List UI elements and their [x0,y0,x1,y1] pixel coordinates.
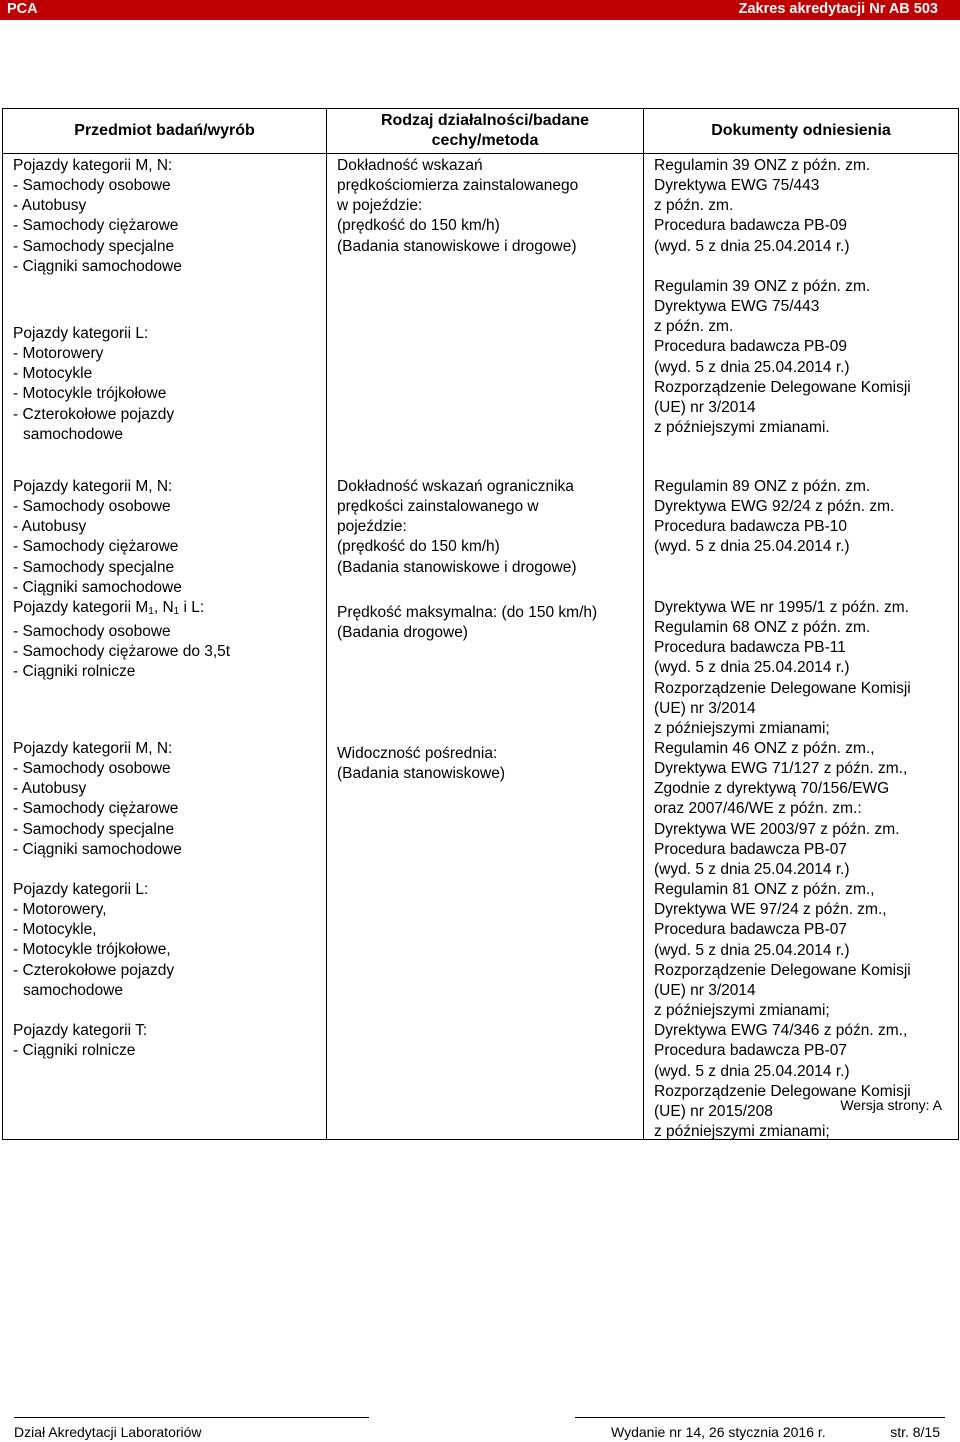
footer-rule-right [575,1417,945,1418]
document-line: Zgodnie z dyrektywą 70/156/EWG [654,780,890,798]
document-line: (wyd. 5 z dnia 25.04.2014 r.) [654,538,850,556]
subject-item: - Autobusy [13,518,87,536]
document-line: Procedura badawcza PB-09 [654,338,848,356]
activity-line: Dokładność wskazań ogranicznika [337,478,574,495]
subject-heading: Pojazdy kategorii M, N: [13,157,173,174]
subject-item: - Autobusy [13,197,87,215]
subject-heading-part: , N [153,599,174,616]
subject-heading: Pojazdy kategorii M, N: [13,478,173,495]
document-line: (wyd. 5 z dnia 25.04.2014 r.) [654,659,850,677]
subject-item: - Motorowery [13,345,104,363]
documents-column-cell [644,154,959,1140]
subject-group-3 [13,477,320,598]
subject-item: - Samochody osobowe [13,760,171,778]
document-line: Rozporządzenie Delegowane Komisji [654,961,911,979]
subject-heading-part: i L: [179,599,205,616]
footer-department: Dział Akredytacji Laboratoriów [14,1424,202,1440]
footer-page-number: str. 8/15 [890,1424,940,1440]
subject-item: - Samochody ciężarowe do 3,5t [13,643,231,661]
document-line: z późniejszymi zmianami; [654,1122,830,1140]
header-documents: Dokumenty odniesienia [644,109,959,154]
document-line: Procedura badawcza PB-11 [654,639,846,657]
document-line: Rozporządzenie Delegowane Komisji [654,679,911,697]
documents-block-5 [654,739,954,1142]
document-line: (wyd. 5 z dnia 25.04.2014 r.) [654,860,850,878]
subject-item: - Ciągniki rolnicze [13,1042,136,1060]
page-version: Wersja strony: A [840,1097,942,1113]
document-line: z późniejszymi zmianami; [654,719,830,737]
activity-line: (prędkość do 150 km/h) [337,217,500,235]
document-line: Regulamin 46 ONZ z późn. zm., [654,740,875,757]
activity-line: (Badania stanowiskowe i drogowe) [337,237,577,255]
document-line: Procedura badawcza PB-09 [654,217,848,235]
subject-heading: Pojazdy kategorii T: [13,1022,148,1039]
document-line: (UE) nr 3/2014 [654,981,756,999]
footer-edition: Wydanie nr 14, 26 stycznia 2016 r. [611,1424,826,1440]
subject-item: - Samochody specjalne [13,558,175,576]
document-line: Dyrektywa WE 2003/97 z późn. zm. [654,820,900,838]
activity-line: (Badania stanowiskowe) [337,765,506,783]
header-activity [327,109,644,154]
subject-item: - Motocykle, [13,921,97,939]
subject-item: - Czterokołowe pojazdy [13,405,175,423]
subject-group-5 [13,739,320,860]
subject-item: - Ciągniki rolnicze [13,663,136,681]
subject-item: - Samochody specjalne [13,237,175,255]
activity-line: Widoczność pośrednia: [337,745,498,762]
activity-line: Dokładność wskazań [337,157,483,174]
document-line: Dyrektywa EWG 75/443 [654,177,820,195]
document-line: z późn. zm. [654,197,734,215]
document-line: (wyd. 5 z dnia 25.04.2014 r.) [654,941,850,959]
footer-rule-left [14,1417,369,1418]
subject-heading-part: Pojazdy kategorii M [13,599,149,616]
document-line: (UE) nr 3/2014 [654,699,756,717]
subject-item: - Motocykle [13,365,93,383]
subject-item: - Ciągniki samochodowe [13,578,182,596]
activity-line: w pojeździe: [337,197,423,215]
document-line: Dyrektywa EWG 71/127 z późn. zm., [654,760,908,778]
subject-heading: Pojazdy kategorii L: [13,881,149,898]
top-bar [0,0,960,20]
accreditation-table [2,108,959,1140]
subject-group-1 [13,156,320,277]
subject-item: - Samochody osobowe [13,177,171,195]
subject-group-7 [13,1021,320,1061]
subject-heading: Pojazdy kategorii L: [13,325,149,342]
document-line: (wyd. 5 z dnia 25.04.2014 r.) [654,237,850,255]
org-name: PCA [7,1,38,17]
activity-column-cell [327,154,644,1140]
activity-line: pojeździe: [337,518,407,536]
subscript-1: 1 [148,606,154,617]
document-line: Procedura badawcza PB-07 [654,921,848,939]
subject-column-cell [3,154,327,1140]
documents-block-3 [654,477,954,558]
subject-heading [13,598,320,622]
activity-line: prędkości zainstalowanego w [337,498,539,516]
document-line: (UE) nr 3/2014 [654,398,756,416]
activity-block-2 [337,477,637,578]
subject-item: - Motorowery, [13,901,107,919]
subject-item: - Samochody osobowe [13,498,171,516]
header-activity-text: Rodzaj działalności/badane cechy/metoda [380,112,590,149]
table-header-row [3,109,959,154]
subscript-1: 1 [173,606,180,617]
activity-line: prędkościomierza zainstalowanego [337,177,579,195]
subject-heading: Pojazdy kategorii M, N: [13,740,173,757]
document-line: (wyd. 5 z dnia 25.04.2014 r.) [654,358,850,376]
subject-group-6 [13,880,320,1001]
subject-item: - Samochody ciężarowe [13,217,179,235]
document-line: Regulamin 39 ONZ z późn. zm. [654,278,871,295]
activity-column [327,154,643,1139]
subject-item: - Ciągniki samochodowe [13,840,182,858]
activity-block-4 [337,744,637,784]
document-line: z późniejszymi zmianami; [654,1002,830,1020]
subject-item: - Samochody specjalne [13,820,175,838]
subject-item: - Ciągniki samochodowe [13,257,182,275]
document-line: Rozporządzenie Delegowane Komisji [654,378,911,396]
activity-line: Prędkość maksymalna: (do 150 km/h) [337,604,598,621]
document-line: Procedura badawcza PB-07 [654,1042,848,1060]
document-line: z późniejszymi zmianami. [654,419,830,437]
activity-block-1 [337,156,637,257]
subject-item: - Samochody osobowe [13,623,171,641]
subject-item: samochodowe [23,981,123,999]
document-line: Dyrektywa EWG 92/24 z późn. zm. [654,498,895,516]
subject-item: samochodowe [23,425,123,443]
documents-block-4 [654,598,954,739]
documents-block-1 [654,156,954,257]
subject-column [3,154,326,1139]
document-line: Regulamin 39 ONZ z późn. zm. [654,157,871,174]
document-line: Rozporządzenie Delegowane Komisji [654,1082,911,1100]
header-subject: Przedmiot badań/wyrób [3,109,327,154]
document-line: Dyrektywa EWG 74/346 z późn. zm., [654,1022,908,1040]
subject-item: - Samochody ciężarowe [13,800,179,818]
document-line: (wyd. 5 z dnia 25.04.2014 r.) [654,1062,850,1080]
subject-item: - Motocykle trójkołowe [13,385,167,403]
documents-block-2 [654,277,954,438]
document-line: Dyrektywa WE nr 1995/1 z późn. zm. [654,599,909,616]
table-body-row [3,154,959,1140]
document-line: Procedura badawcza PB-07 [654,840,848,858]
document-line: Regulamin 89 ONZ z późn. zm. [654,478,871,495]
subject-group-4 [13,598,320,683]
documents-column [644,154,958,1139]
activity-line: (prędkość do 150 km/h) [337,538,500,556]
subject-group-2 [13,324,320,445]
document-line: Procedura badawcza PB-10 [654,518,848,536]
document-line: Dyrektywa EWG 75/443 [654,298,820,316]
document-line: Regulamin 81 ONZ z późn. zm., [654,881,875,899]
subject-item: - Motocykle trójkołowe, [13,941,171,959]
subject-item: - Samochody ciężarowe [13,538,179,556]
activity-line: (Badania drogowe) [337,624,468,642]
subject-item: - Czterokołowe pojazdy [13,961,175,979]
subject-item: - Autobusy [13,780,87,798]
document-title: Zakres akredytacji Nr AB 503 [738,1,938,17]
activity-line: (Badania stanowiskowe i drogowe) [337,558,577,576]
document-line: z późn. zm. [654,318,734,336]
document-line: oraz 2007/46/WE z późn. zm.: [654,800,862,818]
document-line: Regulamin 68 ONZ z późn. zm. [654,619,871,637]
document-line: Dyrektywa WE 97/24 z późn. zm., [654,901,887,919]
document-line: (UE) nr 2015/208 [654,1102,773,1120]
activity-block-3 [337,603,637,643]
